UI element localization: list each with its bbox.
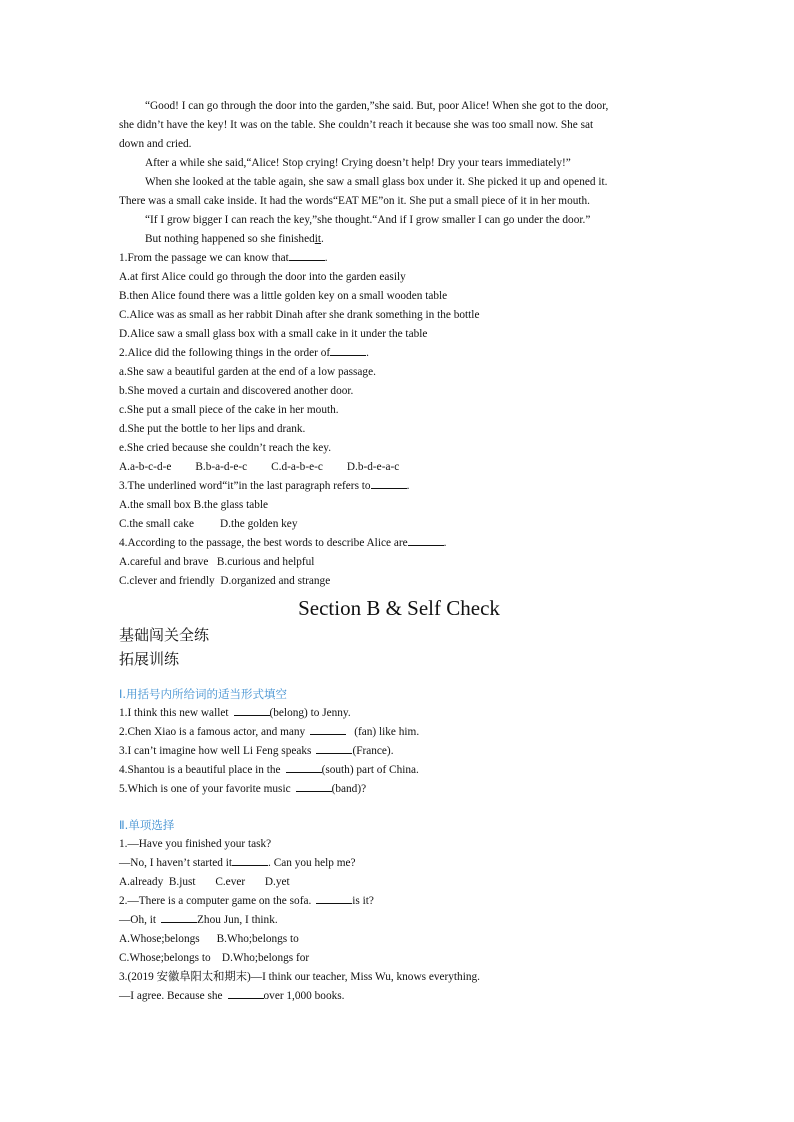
fill-item xyxy=(119,780,679,799)
answer-blank[interactable] xyxy=(296,780,332,792)
event-item: b.She moved a curtain and discovered another door. xyxy=(119,385,354,397)
option-row: C.clever and friendly D.organized and strange xyxy=(119,575,331,587)
answer-blank[interactable] xyxy=(330,344,366,356)
option-row: A.careful and brave B.curious and helpful xyxy=(119,556,315,568)
answer-blank[interactable] xyxy=(316,892,352,904)
passage-line: down and cried. xyxy=(119,138,192,150)
item-text: Zhou Jun, I think. xyxy=(197,914,278,926)
item-text: 5.Which is one of your favorite music xyxy=(119,783,291,795)
stem-text: 2.Alice did the following things in the order of xyxy=(119,347,331,359)
passage-last-line xyxy=(119,230,679,249)
stem-text: . xyxy=(324,252,328,264)
option: D.b-d-e-a-c xyxy=(346,461,400,473)
section-heading: 基础闯关全练 xyxy=(119,626,210,644)
answer-blank[interactable] xyxy=(286,761,322,773)
stem-text: 4.According to the passage, the best words to describe Alice are xyxy=(119,537,408,549)
item-text: . Can you help me? xyxy=(268,857,356,869)
item-text: 2.—There is a computer game on the sofa. xyxy=(119,895,312,907)
answer-blank[interactable] xyxy=(289,249,325,261)
event-item: c.She put a small piece of the cake in her mouth. xyxy=(119,404,339,416)
answer-blank[interactable] xyxy=(232,854,268,866)
answer-blank[interactable] xyxy=(310,723,346,735)
stem-text: . xyxy=(406,480,410,492)
option: A.a-b-c-d-e xyxy=(119,461,172,473)
item-text: (fan) like him. xyxy=(354,726,420,738)
option: B.b-a-d-e-c xyxy=(195,461,248,473)
item-text: (belong) to Jenny. xyxy=(269,707,351,719)
question-line xyxy=(119,987,679,1006)
fill-item xyxy=(119,742,679,761)
question-line xyxy=(119,911,679,930)
option-row: A.already B.just C.ever D.yet xyxy=(119,876,290,888)
event-item: a.She saw a beautiful garden at the end of a low passage. xyxy=(119,366,376,378)
item-text: —Oh, it xyxy=(119,914,157,926)
item-text: 2.Chen Xiao is a famous actor, and many xyxy=(119,726,306,738)
option: C.the small cake xyxy=(119,518,194,530)
option: C.Alice was as small as her rabbit Dinah after she drank something in the bottle xyxy=(119,309,480,321)
item-text: 1.I think this new wallet xyxy=(119,707,229,719)
answer-blank[interactable] xyxy=(371,477,407,489)
event-item: e.She cried because she couldn’t reach the key. xyxy=(119,442,332,454)
answer-blank[interactable] xyxy=(228,987,264,999)
option-row: A.Whose;belongs B.Who;belongs to xyxy=(119,933,299,945)
passage-line: “Good! I can go through the door into the garden,”she said. But, poor Alice! When she got to the door, xyxy=(145,100,609,112)
option-row: C.Whose;belongs to D.Who;belongs for xyxy=(119,952,310,964)
question-line: 1.—Have you finished your task? xyxy=(119,838,272,850)
passage-line: After a while she said,“Alice! Stop crying! Crying doesn’t help! Dry your tears immediately!” xyxy=(145,157,571,169)
option-row: A.the small box B.the glass table xyxy=(119,499,269,511)
option-row xyxy=(119,458,679,477)
underlined-word: it xyxy=(314,233,322,245)
passage-text: . xyxy=(321,233,324,245)
question-line: 3.(2019 安徽阜阳太和期末)—I think our teacher, Miss Wu, knows everything. xyxy=(119,971,480,983)
option: D.Alice saw a small glass box with a small cake in it under the table xyxy=(119,328,428,340)
item-text: —No, I haven’t started it xyxy=(119,857,233,869)
item-text: is it? xyxy=(352,895,374,907)
option: D.the golden key xyxy=(219,518,298,530)
stem-text: . xyxy=(443,537,447,549)
question-line xyxy=(119,854,679,873)
item-text: (France). xyxy=(352,745,394,757)
item-text: 4.Shantou is a beautiful place in the xyxy=(119,764,281,776)
item-text: (band)? xyxy=(331,783,367,795)
item-text: —I agree. Because she xyxy=(119,990,223,1002)
fill-item xyxy=(119,723,679,742)
option: A.at first Alice could go through the door into the garden easily xyxy=(119,271,406,283)
answer-blank[interactable] xyxy=(408,534,444,546)
passage-line: she didn’t have the key! It was on the table. She couldn’t reach it because she was too small now. She sat xyxy=(119,119,594,131)
stem-text: . xyxy=(366,347,369,359)
stem-text: 1.From the passage we can know that xyxy=(119,252,289,264)
section-subheading: 拓展训练 xyxy=(119,650,180,668)
passage-line: There was a small cake inside. It had the words“EAT ME”on it. She put a small piece of it in her mouth. xyxy=(119,195,590,207)
fill-item xyxy=(119,704,679,723)
document-content xyxy=(119,97,679,1006)
answer-blank[interactable] xyxy=(234,704,270,716)
answer-blank[interactable] xyxy=(161,911,197,923)
option: B.then Alice found there was a little golden key on a small wooden table xyxy=(119,290,448,302)
part-title: Ⅱ.单项选择 xyxy=(119,818,175,832)
question-stem xyxy=(119,344,679,363)
fill-item xyxy=(119,761,679,780)
passage-text: But nothing happened so she finished xyxy=(145,233,315,245)
part-title: Ⅰ.用括号内所给词的适当形式填空 xyxy=(119,687,288,701)
item-text: (south) part of China. xyxy=(321,764,419,776)
stem-text: 3.The underlined word“it”in the last paragraph refers to xyxy=(119,480,371,492)
event-item: d.She put the bottle to her lips and drank. xyxy=(119,423,306,435)
question-stem xyxy=(119,534,679,553)
question-line xyxy=(119,892,679,911)
question-stem xyxy=(119,249,679,268)
item-text: 3.I can’t imagine how well Li Feng speaks xyxy=(119,745,312,757)
section-title: Section B & Self Check xyxy=(298,596,500,620)
question-stem xyxy=(119,477,679,496)
option: C.d-a-b-e-c xyxy=(271,461,323,473)
option-row xyxy=(119,515,679,534)
item-text: over 1,000 books. xyxy=(263,990,345,1002)
answer-blank[interactable] xyxy=(316,742,352,754)
passage-line: “If I grow bigger I can reach the key,”she thought.“And if I grow smaller I can go under the door.” xyxy=(145,214,591,226)
passage-line: When she looked at the table again, she saw a small glass box under it. She picked it up and opened it. xyxy=(145,176,608,188)
